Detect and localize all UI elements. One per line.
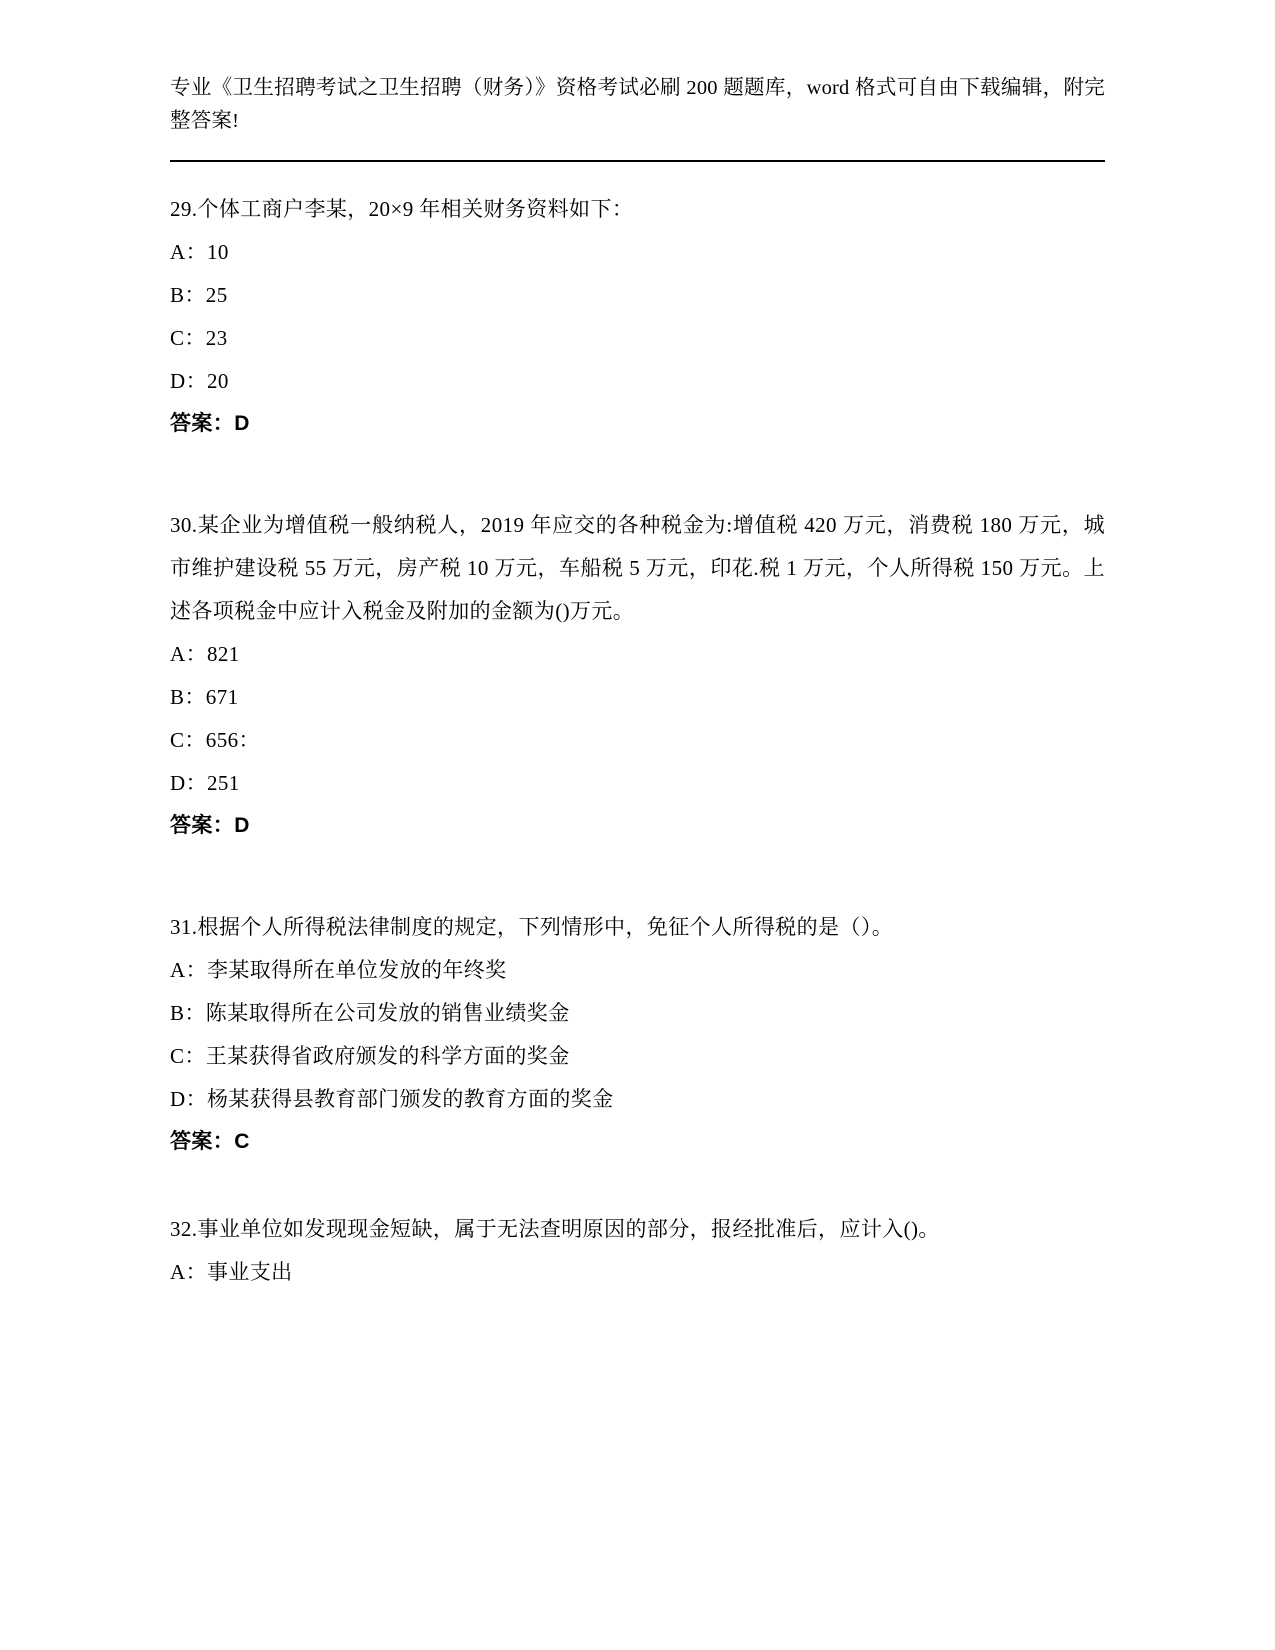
question-stem: 29.个体工商户李某，20×9 年相关财务资料如下： xyxy=(170,197,634,221)
document-header: 专业《卫生招聘考试之卫生招聘（财务）》资格考试必刷 200 题题库，word 格式可自由下载编辑，附完整答案! xyxy=(170,77,1105,132)
block-spacer xyxy=(170,444,1105,478)
question-option: B：671 xyxy=(170,685,239,709)
question-option: C：23 xyxy=(170,326,228,350)
question-option: A：李某取得所在单位发放的年终奖 xyxy=(170,958,507,982)
question-option: D：20 xyxy=(170,369,229,393)
question-option: D：杨某获得县教育部门颁发的教育方面的奖金 xyxy=(170,1087,614,1111)
question-block xyxy=(170,1208,1105,1294)
question-option: C：王某获得省政府颁发的科学方面的奖金 xyxy=(170,1044,570,1068)
question-option: B：25 xyxy=(170,283,228,307)
question-stem: 30.某企业为增值税一般纳税人，2019 年应交的各种税金为:增值税 420 万元，消费税 180 万元，城市维护建设税 55 万元，房产税 10 万元，车船税 5 万元，印花.税 1 万元，个人所得税 150 万元。上述各项税金中应计入税金及附加的金额为()万元。 xyxy=(170,513,1105,623)
answer-label: 答案： xyxy=(170,411,235,435)
answer-label: 答案： xyxy=(170,1129,235,1153)
question-answer xyxy=(170,403,1105,444)
question-stem: 32.事业单位如发现现金短缺，属于无法查明原因的部分，报经批准后，应计入()。 xyxy=(170,1217,940,1241)
header-divider xyxy=(170,160,1105,162)
question-option: A：事业支出 xyxy=(170,1260,293,1284)
answer-value: D xyxy=(234,412,250,435)
block-spacer xyxy=(170,846,1105,880)
answer-value: C xyxy=(234,1130,250,1153)
question-block xyxy=(170,188,1105,444)
block-spacer xyxy=(170,1162,1105,1182)
answer-label: 答案： xyxy=(170,813,235,837)
question-block xyxy=(170,504,1105,846)
answer-value: D xyxy=(234,814,250,837)
question-answer xyxy=(170,1121,1105,1162)
question-option: B：陈某取得所在公司发放的销售业绩奖金 xyxy=(170,1001,570,1025)
question-answer xyxy=(170,805,1105,846)
question-stem: 31.根据个人所得税法律制度的规定，下列情形中，免征个人所得税的是（）。 xyxy=(170,915,894,939)
question-option: A：821 xyxy=(170,642,240,666)
question-option: A：10 xyxy=(170,240,229,264)
question-block xyxy=(170,906,1105,1162)
question-option: C：656： xyxy=(170,728,260,752)
question-option: D：251 xyxy=(170,771,240,795)
